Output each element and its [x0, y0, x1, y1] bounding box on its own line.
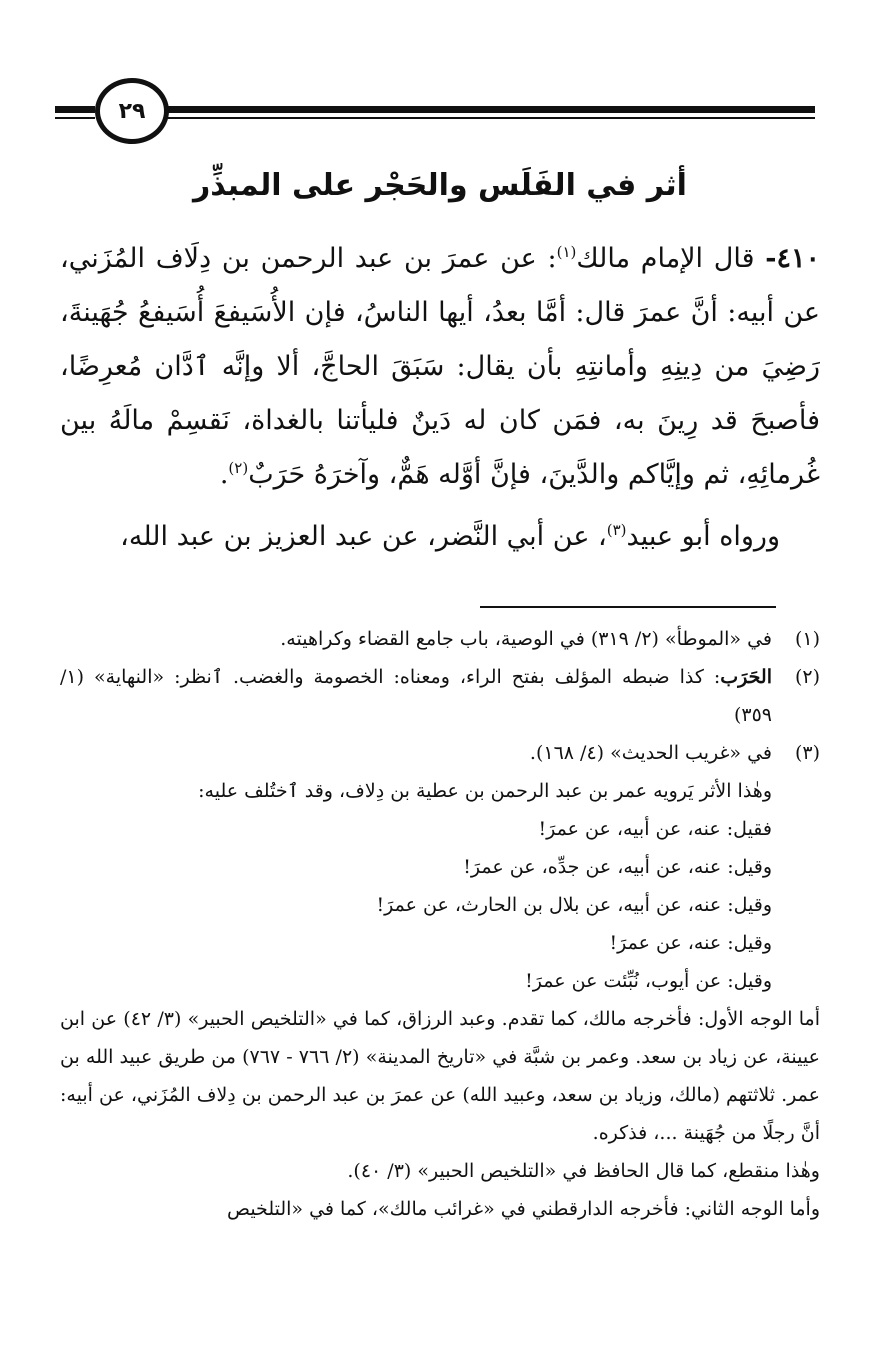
- header-rule-thick: [165, 106, 815, 113]
- footnote-line: وقيل: عنه، عن أبيه، عن جدِّه، عن عمرَ!: [463, 856, 772, 878]
- para1-body: : عن عمرَ بن عبد الرحمن بن دِلَاف المُزَني، عن أبيه: أنَّ عمرَ قال: أمَّا بعدُ، أيها الناسُ، فإن الأُسَيفعَ أُسَيفعُ جُهَينةَ، رَضِيَ من دِينِهِ وأمانتِهِ بأن يقال: سَبَقَ الحاجَّ، ألا وإنَّه ٱدَّان مُعرِضًا، فأصبحَ قد رِينَ به، فمَن كان له دَينٌ فليأتنا بالغداة، نَقسِمْ مالَهُ بين غُرمائِهِ، ثم وإيَّاكم والدَّينَ، فإنَّ أوَّله هَمٌّ، وآخرَهُ حَرَبٌ: [60, 243, 820, 490]
- footnote-3: [60, 734, 820, 772]
- footnote-ref-3[interactable]: (٣): [606, 521, 627, 539]
- footnote-line: وقيل: عنه، عن أبيه، عن بلال بن الحارث، عن عمرَ!: [376, 894, 772, 916]
- footnote-label: (٣): [794, 742, 820, 764]
- page-number: ٢٩: [95, 78, 169, 144]
- footnote-paragraph: وأما الوجه الثاني: فأخرجه الدارقطني في «غرائب مالك»، كما في «التلخيص: [227, 1198, 820, 1220]
- footnotes: [60, 620, 820, 1228]
- footnote-2: [60, 658, 820, 734]
- footnote-line: وقيل: عن أيوب، نُبِّئت عن عمرَ!: [525, 970, 772, 992]
- footnote-label: (٢): [794, 666, 820, 688]
- footnote-ref-1[interactable]: (١): [556, 243, 577, 261]
- footnote-3-body: [60, 772, 820, 1228]
- footnote-line: وهٰذا الأثر يَرويه عمر بن عبد الرحمن بن عطية بن دِلاف، وقد ٱختُلف عليه:: [198, 780, 772, 802]
- footnote-line: فقيل: عنه، عن أبيه، عن عمرَ!: [538, 818, 772, 840]
- footnote-term: الحَرَب: [720, 666, 772, 688]
- hadith-number: ٤١٠-: [765, 243, 820, 274]
- footnote-definition: : كذا ضبطه المؤلف بفتح الراء، ومعناه: الخصومة والغضب. ٱنظر: «النهاية» (١/ ٣٥٩): [60, 666, 772, 726]
- main-text: [60, 232, 820, 564]
- paragraph-abu-ubaid: [60, 510, 820, 564]
- para1-intro: قال الإمام مالك: [576, 243, 755, 274]
- section-title: أثر في الفَلَس والحَجْر على المبذِّر: [193, 168, 687, 203]
- footnote-line: وقيل: عنه، عن عمرَ!: [609, 932, 772, 954]
- footnote-separator: [480, 606, 776, 608]
- footnote-label: (١): [794, 628, 820, 650]
- header-rule-thin: [165, 117, 815, 119]
- header-rule-left-thin: [55, 117, 95, 119]
- footnote-paragraph: أما الوجه الأول: فأخرجه مالك، كما تقدم. وعبد الرزاق، كما في «التلخيص الحبير» (٣/ ٤٢) عن ابن عيينة، عن زياد بن سعد. وعمر بن شبَّة في «تاريخ المدينة» (٢/ ٧٦٦ - ٧٦٧) من طريق عبيد الله بن عمر. ثلاثتهم (مالك، وزياد بن سعد، وعبيد الله) عن عمرَ بن عبد الرحمن بن دِلاف المُزَني، عن أبيه: أنَّ رجلًا من جُهَينة ...، فذكره.: [60, 1008, 820, 1144]
- paragraph-410: [60, 232, 820, 502]
- footnote-text: في «غريب الحديث» (٤/ ١٦٨).: [529, 742, 772, 764]
- footnote-1: [60, 620, 820, 658]
- footnote-text: في «الموطأ» (٢/ ٣١٩) في الوصية، باب جامع القضاء وكراهيته.: [280, 628, 772, 650]
- page-header: [55, 78, 815, 140]
- footnote-paragraph: وهٰذا منقطع، كما قال الحافظ في «التلخيص الحبير» (٣/ ٤٠).: [347, 1160, 820, 1182]
- footnote-text: [60, 658, 772, 734]
- para2-body: ، عن أبي النَّضر، عن عبد العزيز بن عبد الله،: [120, 521, 607, 552]
- header-rule-left-thick: [55, 106, 95, 113]
- para2-intro: ورواه أبو عبيد: [626, 521, 780, 552]
- footnote-ref-2[interactable]: (٢): [228, 459, 249, 477]
- para1-end: .: [219, 459, 229, 490]
